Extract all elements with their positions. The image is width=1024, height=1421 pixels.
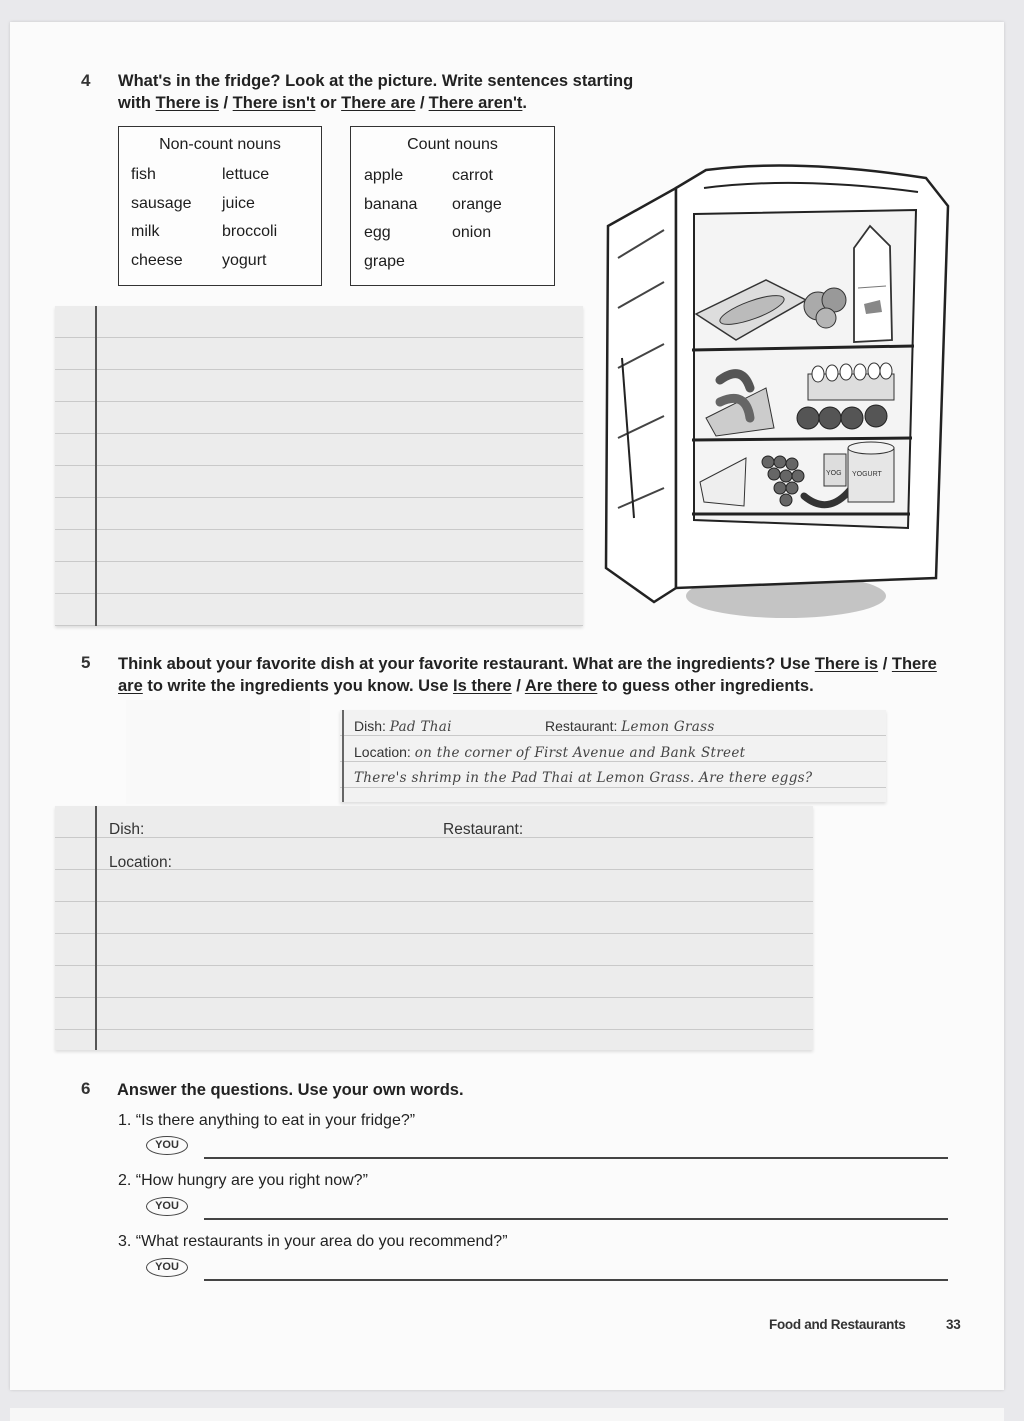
answer-line-2[interactable] [204, 1218, 948, 1220]
example-dish-label: Dish: [354, 718, 386, 734]
milk-carton [854, 226, 892, 342]
example-location-line [354, 744, 745, 761]
footer-unit-title: Food and Restaurants [769, 1317, 906, 1332]
faded-illustration-area [126, 700, 310, 804]
yogurt-tub-label: YOGURT [852, 471, 882, 478]
noun-sausage: sausage [131, 195, 192, 212]
margin-line [95, 306, 97, 626]
exercise-4-instruction-line1: What's in the fridge? Look at the picture. Write sentences starting [118, 72, 634, 90]
noncount-header: Non-count nouns [159, 136, 281, 153]
example-location-label: Location: [354, 744, 411, 760]
next-page-edge [10, 1408, 1004, 1421]
slash: / [223, 94, 229, 112]
exercise-5-instruction [118, 653, 948, 697]
question-3 [118, 1233, 508, 1251]
noun-onion: onion [452, 224, 492, 241]
example-dish-value: Pad Thai [389, 719, 452, 735]
example-restaurant-label: Restaurant: [545, 718, 618, 734]
question-2-text: “How hungry are you right now?” [135, 1172, 368, 1189]
exercise-4-instruction [118, 70, 633, 114]
phrase-there-are: There are [118, 655, 937, 695]
phrase-there-isnt: There isn't [232, 94, 316, 112]
noun-grape: grape [364, 253, 405, 270]
answer-line-1[interactable] [204, 1157, 948, 1159]
noncount-nouns-box [118, 126, 322, 286]
period: . [522, 94, 527, 112]
you-badge: YOU [146, 1136, 188, 1155]
you-badge: YOU [146, 1258, 188, 1277]
yogurt-small-label: YOG [826, 470, 842, 477]
phrase-there-is: There is [814, 655, 879, 673]
margin-line [95, 806, 97, 1050]
phrase-is-there: Is there [452, 677, 512, 695]
noun-banana: banana [364, 196, 418, 213]
example-sentence: There's shrimp in the Pad Thai at Lemon Grass. Are there eggs? [354, 770, 813, 786]
phrase-there-arent: There aren't [428, 94, 523, 112]
phrase-there-are: There are [341, 94, 416, 112]
question-3-number: 3. [118, 1233, 132, 1250]
example-dish-line [354, 718, 452, 735]
exercise-6-instruction: Answer the questions. Use your own words. [117, 1081, 464, 1099]
exercise-5-instr-c: to guess other ingredients. [601, 677, 814, 695]
noun-yogurt: yogurt [222, 252, 267, 269]
slash: / [882, 655, 888, 673]
page-number: 33 [946, 1317, 961, 1332]
exercise-4-writing-area[interactable] [55, 306, 583, 626]
example-restaurant-value: Lemon Grass [621, 719, 715, 735]
noun-broccoli: broccoli [222, 223, 278, 240]
noun-juice: juice [222, 195, 255, 212]
example-note [340, 710, 886, 802]
noun-orange: orange [452, 196, 502, 213]
question-1-number: 1. [118, 1112, 132, 1129]
question-2-number: 2. [118, 1172, 132, 1189]
noun-egg: egg [364, 224, 391, 241]
count-header: Count nouns [407, 136, 498, 153]
you-badge: YOU [146, 1197, 188, 1216]
example-location-value: on the corner of First Avenue and Bank Street [414, 745, 746, 761]
fridge-illustration [596, 118, 956, 628]
form-location-label: Location: [109, 854, 172, 871]
shelf-2 [692, 438, 912, 440]
phrase-are-there: Are there [524, 677, 598, 695]
question-1-text: “Is there anything to eat in your fridge?” [135, 1112, 416, 1129]
noun-lettuce: lettuce [222, 166, 270, 183]
form-restaurant-label: Restaurant: [443, 821, 524, 838]
word-with: with [118, 94, 151, 112]
exercise-5-writing-area[interactable] [55, 806, 813, 1050]
noun-fish: fish [131, 166, 156, 183]
question-2 [118, 1172, 368, 1190]
exercise-5-number: 5 [81, 653, 91, 672]
noun-carrot: carrot [452, 167, 493, 184]
noun-cheese: cheese [131, 252, 183, 269]
example-restaurant-line [545, 718, 715, 735]
exercise-5-instr-b: to write the ingredients you know. Use [147, 677, 449, 695]
count-nouns-box [350, 126, 555, 286]
exercise-6-number: 6 [81, 1079, 91, 1098]
noun-apple: apple [364, 167, 404, 184]
exercise-5-instr-a: Think about your favorite dish at your favorite restaurant. What are the ingredients? Use [118, 655, 811, 673]
word-or: or [320, 94, 337, 112]
fridge-door [606, 188, 676, 602]
phrase-there-is: There is [155, 94, 219, 112]
slash: / [516, 677, 521, 695]
answer-line-3[interactable] [204, 1279, 948, 1281]
exercise-4-number: 4 [81, 71, 91, 90]
question-1 [118, 1112, 415, 1130]
form-dish-label: Dish: [109, 821, 145, 838]
question-3-text: “What restaurants in your area do you recommend?” [135, 1233, 508, 1250]
slash: / [420, 94, 425, 112]
margin-line [342, 710, 344, 802]
noun-milk: milk [131, 223, 160, 240]
